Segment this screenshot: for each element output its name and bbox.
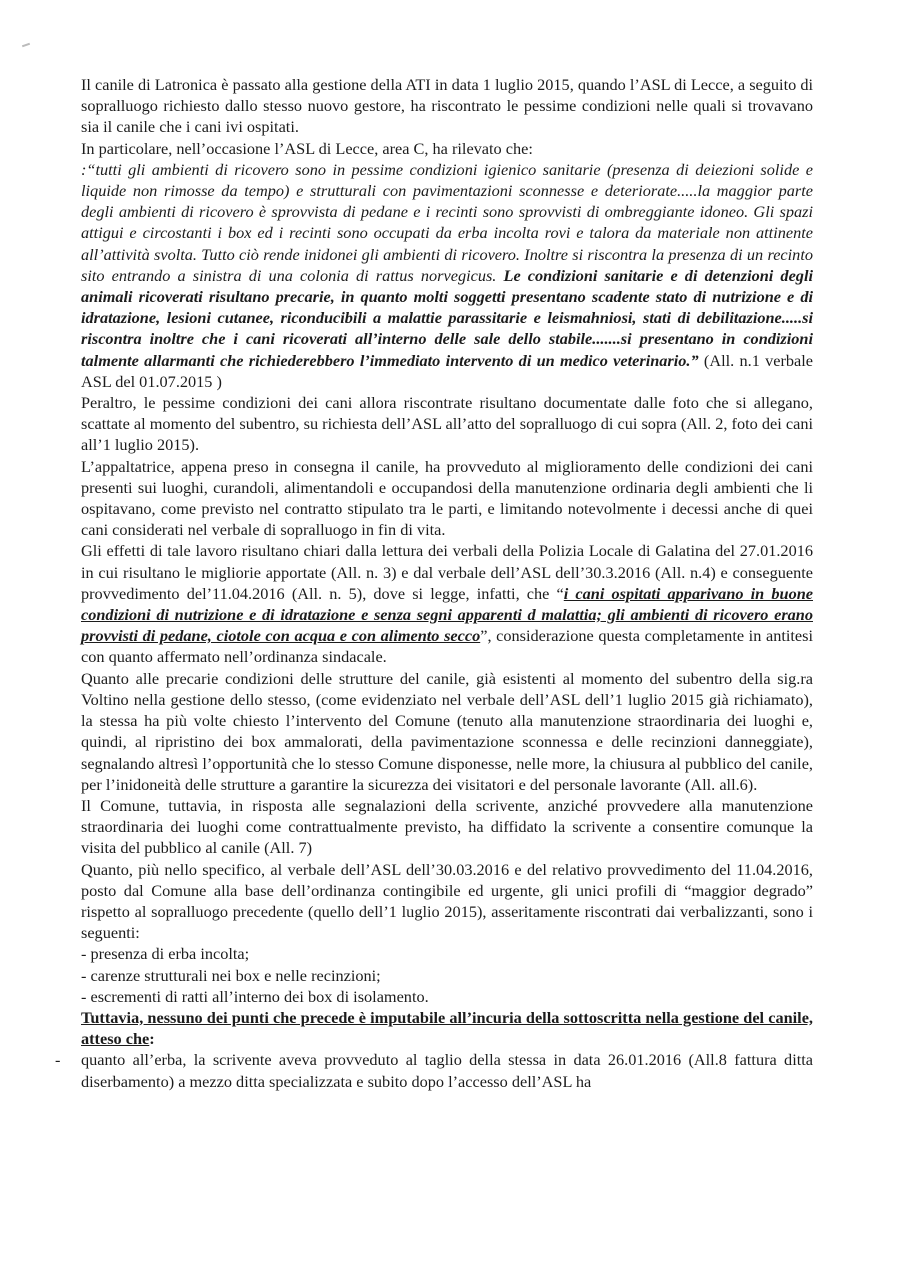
dash-bullet: - <box>55 1050 61 1070</box>
paragraph-asl-report: Quanto, più nello specifico, al verbale dell’ASL dell’30.03.2016 e del relativo provvedimento del 11.04.2016, posto dal Comune alla base dell’ordinanza contingibile ed urgente, gli unici profili di “maggior degrado” rispetto al sopralluogo precedente (quello dell’1 luglio 2015), asseritamente riscontrati dai verbalizzanti, sono i seguenti: <box>81 859 813 943</box>
dash-list-item <box>55 1049 813 1091</box>
paragraph-structures: Quanto alle precarie condizioni delle strutture del canile, già esistenti al momento del subentro della sig.ra Voltino nella gestione dello stesso, (come evidenziato nel verbale dell’ASL dell’1 luglio 2015 già richiamato), la stessa ha più volte chiesto l’intervento del Comune (tenuto alla manutenzione straordinaria dei luoghi e, quindi, al ripristino dei box ammalorati, della pavimentazione sconnessa e delle recinzioni danneggiate), segnalando altresì l’opportunità che lo stesso Comune disponesse, nelle more, la chiusura al pubblico del canile, per l’inidoneità delle strutture a garantire la sicurezza dei visitatori e del personale lavorante (All. all.6). <box>81 668 813 794</box>
asl-quote-reference: (All. n.1 verbale ASL del 01.07.2015 ) <box>81 350 814 391</box>
paragraph-improvements: L’appaltatrice, appena preso in consegna il canile, ha provveduto al miglioramento delle condizioni dei cani presenti sui luoghi, curandoli, alimentandoli e occupandosi della manutenzione ordinaria degli ambienti che li ospitavano, come previsto nel contratto stipulato tra le parti, e limitando notevolmente i decessi anche di quei cani considerati nel verbale di sopralluogo in fin di vita. <box>81 456 813 540</box>
paragraph-asl-quote <box>81 159 813 392</box>
paragraph-comune: Il Comune, tuttavia, in risposta alle segnalazioni della scrivente, anziché provvedere alla manutenzione straordinaria dei luoghi come contrattualmente previsto, ha diffidato la scrivente a consentire comunque la visita del pubblico al canile (All. 7) <box>81 795 813 858</box>
dash-list-item-text: quanto all’erba, la scrivente aveva provveduto al taglio della stessa in data 26.01.2016 (All.8 fattura ditta diserbamento) a mezzo ditta specializzata e subito dopo l’accesso dell’ASL ha <box>81 1050 813 1091</box>
paragraph-asl-findings-intro: In particolare, nell’occasione l’ASL di Lecce, area C, ha rilevato che: <box>81 138 533 158</box>
asl-quote-bold: Le condizioni sanitarie e di detenzioni degli animali ricoverati risultano precarie, in quanto molti soggetti presentano scadente stato di nutrizione e di idratazione, lesioni cutanee, riconducibili a malattie parassitarie e leismahniosi, stati di debilitazione.....si riscontra inoltre che i cani ricoverati all’interno delle sale dello stabile.......si presentano in condizioni talmente allarmanti che richiederebbero l’immediato intervento di un medico veterinario.” <box>81 265 813 370</box>
list-item: - presenza di erba incolta; <box>81 944 250 964</box>
effects-text-end: ”, considerazione questa completamente in antitesi con quanto affermato nell’ordinanza sindacale. <box>81 626 813 667</box>
section-heading-text: Tuttavia, nessuno dei punti che precede è imputabile all’incuria della sottoscritta nella gestione del canile, atteso che <box>81 1007 813 1049</box>
asl-quote-italic: :“tutti gli ambienti di ricovero sono in pessime condizioni igienico sanitarie (presenza di deiezioni solide e liquide non rimosse da tempo) e strutturali con pavimentazioni sconnesse e deteriorate.....la maggior parte degli ambienti di ricovero è sprovvista di pedane e i recinti sono sprovvisti di ombreggiante idoneo. Gli spazi attigui e circostanti i box ed i recinti sono occupati da erba incolta rovi e talora da materiale non attinente all’attività svolta. Tutto ciò rende inidonei gli ambienti di ricovero. Inoltre si riscontra la presenza di un recinto sito entrando a sinistra di una colonia di rattus norvegicus. <box>81 159 813 285</box>
paragraph-photos: Peraltro, le pessime condizioni dei cani allora riscontrate risultano documentate dalle foto che si allegano, scattate al momento del subentro, su richiesta dell’ASL all’atto del sopralluogo di cui sopra (All. 2, foto dei cani all’1 luglio 2015). <box>81 393 813 455</box>
document-body <box>55 74 814 1092</box>
effects-text-start: Gli effetti di tale lavoro risultano chiari dalla lettura dei verbali della Polizia Locale di Galatina del 27.01.2016 in cui risultano le migliorie apportate (All. n. 3) e dal verbale dell’ASL dell’30.3.2016 (All. n.4) e conseguente provvedimento del’11.04.2016 (All. n. 5), dove si legge, infatti, che “ <box>81 541 813 603</box>
scan-mark <box>22 43 30 48</box>
list-item: - escrementi di ratti all’interno dei box di isolamento. <box>81 986 429 1006</box>
list-item: - carenze strutturali nei box e nelle recinzioni; <box>81 965 381 985</box>
paragraph-effects <box>81 540 813 667</box>
effects-quote-underlined: i cani ospitati apparivano in buone condizioni di nutrizione e di idratazione e senza segni apparenti d malattia; gli ambienti di ricovero erano provvisti di pedane, ciotole con acqua e con alimento secco <box>81 583 813 646</box>
section-heading-colon: : <box>149 1029 155 1049</box>
section-heading <box>81 1007 813 1049</box>
paragraph-intro: Il canile di Latronica è passato alla gestione della ATI in data 1 luglio 2015, quando l’ASL di Lecce, a seguito di sopralluogo richiesto dallo stesso nuovo gestore, ha riscontrato le pessime condizioni nelle quali si trovavano sia il canile che i cani ivi ospitati. <box>81 75 813 137</box>
